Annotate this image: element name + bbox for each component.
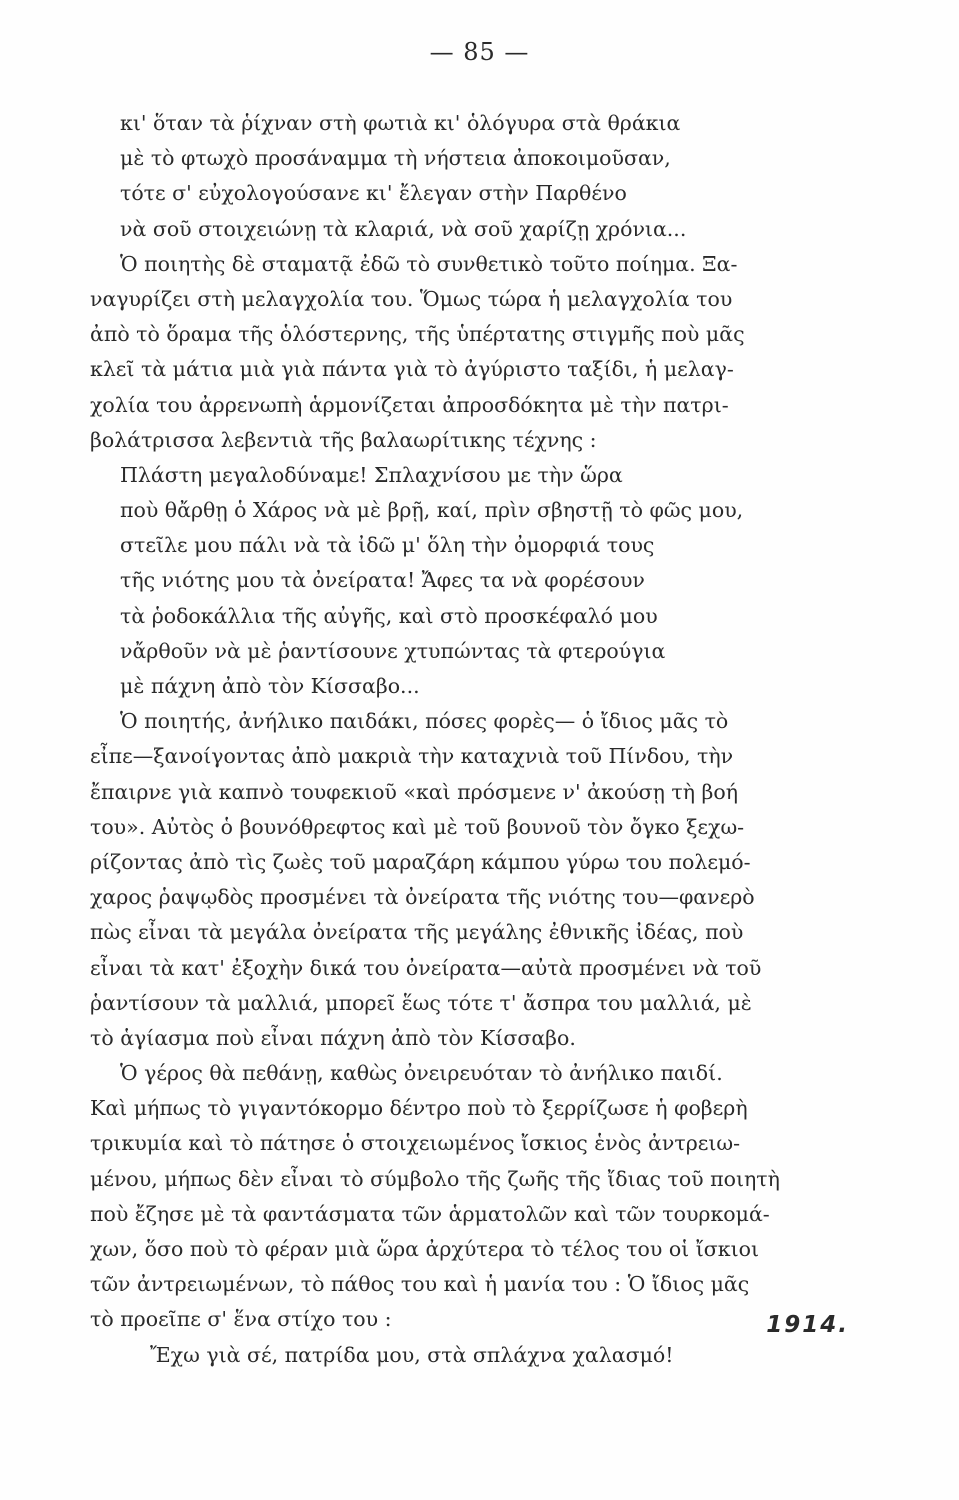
text-line: ἔπαιρνε γιὰ καπνὸ τουφεκιοῦ «καὶ πρόσμενε ν' ἀκούσῃ τὴ βοή <box>90 779 739 804</box>
text-line: Πλάστη μεγαλοδύναμε! Σπλαχνίσου με τὴν ὥρα <box>120 462 623 487</box>
text-line: Ἔχω γιὰ σέ, πατρίδα μου, στὰ σπλάχνα χαλασμό! <box>150 1342 674 1367</box>
text-line: νὰ σοῦ στοιχειώνῃ τὰ κλαριά, νὰ σοῦ χαρίζῃ χρόνια... <box>120 216 687 241</box>
text-line: εἶπε—ξανοίγοντας ἀπὸ μακριὰ τὴν καταχνιὰ τοῦ Πίνδου, τὴν <box>90 744 734 769</box>
text-line: ἀπὸ τὸ ὅραμα τῆς ὁλόστερνης, τῆς ὑπέρτατης στιγμῆς ποὺ μᾶς <box>90 322 745 347</box>
body-text <box>90 106 850 1373</box>
text-line: τότε σ' εὐχολογούσανε κι' ἔλεγαν στὴν Παρθένο <box>120 181 627 206</box>
text-line: νἄρθοῦν νὰ μὲ ῥαντίσουνε χτυπώντας τὰ φτερούγια <box>120 638 666 663</box>
text-line: μένου, μήπως δὲν εἶναι τὸ σύμβολο τῆς ζωῆς τῆς ἴδιας τοῦ ποιητὴ <box>90 1166 780 1191</box>
text-line: βολάτρισσα λεβεντιὰ τῆς βαλαωρίτικης τέχνης : <box>90 427 597 452</box>
text-line: μὲ τὸ φτωχὸ προσάναμμα τὴ νήστεια ἀποκοιμοῦσαν, <box>120 146 671 171</box>
text-line: τῆς νιότης μου τὰ ὀνείρατα! Ἄφες τα νὰ φορέσουν <box>120 568 645 593</box>
text-line: χων, ὅσο ποὺ τὸ φέραν μιὰ ὥρα ἀρχύτερα τὸ τέλος του οἱ ἴσκιοι <box>90 1237 759 1261</box>
text-line: χαρος ῥαψῳδὸς προσμένει τὰ ὀνείρατα τῆς νιότης του—φανερὸ <box>90 885 755 910</box>
text-line: κλεῖ τὰ μάτια μιὰ γιὰ πάντα γιὰ τὸ ἀγύριστο ταξίδι, ἡ μελαγ- <box>90 357 734 382</box>
text-line: ῥαντίσουν τὰ μαλλιά, μπορεῖ ἕως τότε τ' ἄσπρα του μαλλιά, μὲ <box>90 990 752 1015</box>
text-line: ρίζοντας ἀπὸ τὶς ζωὲς τοῦ μαραζάρη κάμπου γύρω του πολεμό- <box>90 849 751 874</box>
text-line: Καὶ μήπως τὸ γιγαντόκορμο δέντρο ποὺ τὸ ξερρίζωσε ἡ φοβερὴ <box>90 1096 748 1121</box>
text-line: χολία του ἀρρενωπὴ ἁρμονίζεται ἀπροσδόκητα μὲ τὴν πατρι- <box>90 392 729 417</box>
text-line: ναγυρίζει στὴ μελαγχολία του. Ὅμως τώρα ἡ μελαγχολία του <box>90 286 733 311</box>
text-line: του». Αὐτὸς ὁ βουνόθρεφτος καὶ μὲ τοῦ βουνοῦ τὸν ὄγκο ξεχω- <box>90 814 745 839</box>
text-line: πὼς εἶναι τὰ μεγάλα ὀνείρατα τῆς μεγάλης ἐθνικῆς ἰδέας, ποὺ <box>90 920 744 945</box>
text-line: Ὁ ποιητής, ἀνήλικο παιδάκι, πόσες φορὲς— ὁ ἴδιος μᾶς τὸ <box>120 709 729 734</box>
text-line: τὸ ἁγίασμα ποὺ εἶναι πάχνη ἀπὸ τὸν Κίσσαβο. <box>90 1025 576 1050</box>
text-line: τρικυμία καὶ τὸ πάτησε ὁ στοιχειωμένος ἴσκιος ἑνὸς ἀντρειω- <box>90 1131 741 1156</box>
page-number: — 85 — <box>429 38 530 66</box>
text-line: μὲ πάχνη ἀπὸ τὸν Κίσσαβο... <box>120 674 420 698</box>
text-line: τὸ προεῖπε σ' ἕνα στίχο του : <box>90 1307 392 1332</box>
text-line: Ὁ γέρος θὰ πεθάνῃ, καθὼς ὀνειρευόταν τὸ ἀνήλικο παιδί. <box>120 1061 723 1086</box>
text-line: Ὁ ποιητὴς δὲ σταματᾷ ἐδῶ τὸ συνθετικὸ τοῦτο ποίημα. Ξα- <box>120 251 738 276</box>
date-signature: 1914. <box>766 1312 849 1338</box>
text-line: εἶναι τὰ κατ' ἐξοχὴν δικά του ὀνείρατα—αὐτὰ προσμένει νὰ τοῦ <box>90 955 762 980</box>
text-line: στεῖλε μου πάλι νὰ τὰ ἰδῶ μ' ὅλη τὴν ὀμορφιά τους <box>120 533 655 558</box>
text-line: τῶν ἀντρειωμένων, τὸ πάθος του καὶ ἡ μανία του : Ὁ ἴδιος μᾶς <box>90 1272 750 1297</box>
text-line: ποὺ θἄρθῃ ὁ Χάρος νὰ μὲ βρῇ, καί, πρὶν σβηστῇ τὸ φῶς μου, <box>120 498 744 523</box>
text-line: ποὺ ἔζησε μὲ τὰ φαντάσματα τῶν ἁρματολῶν καὶ τῶν τουρκομά- <box>90 1201 770 1226</box>
text-line: κι' ὅταν τὰ ῥίχναν στὴ φωτιὰ κι' ὁλόγυρα στὰ θράκια <box>120 111 681 135</box>
text-line: τὰ ῥοδοκάλλια τῆς αὐγῆς, καὶ στὸ προσκέφαλό μου <box>120 603 658 628</box>
